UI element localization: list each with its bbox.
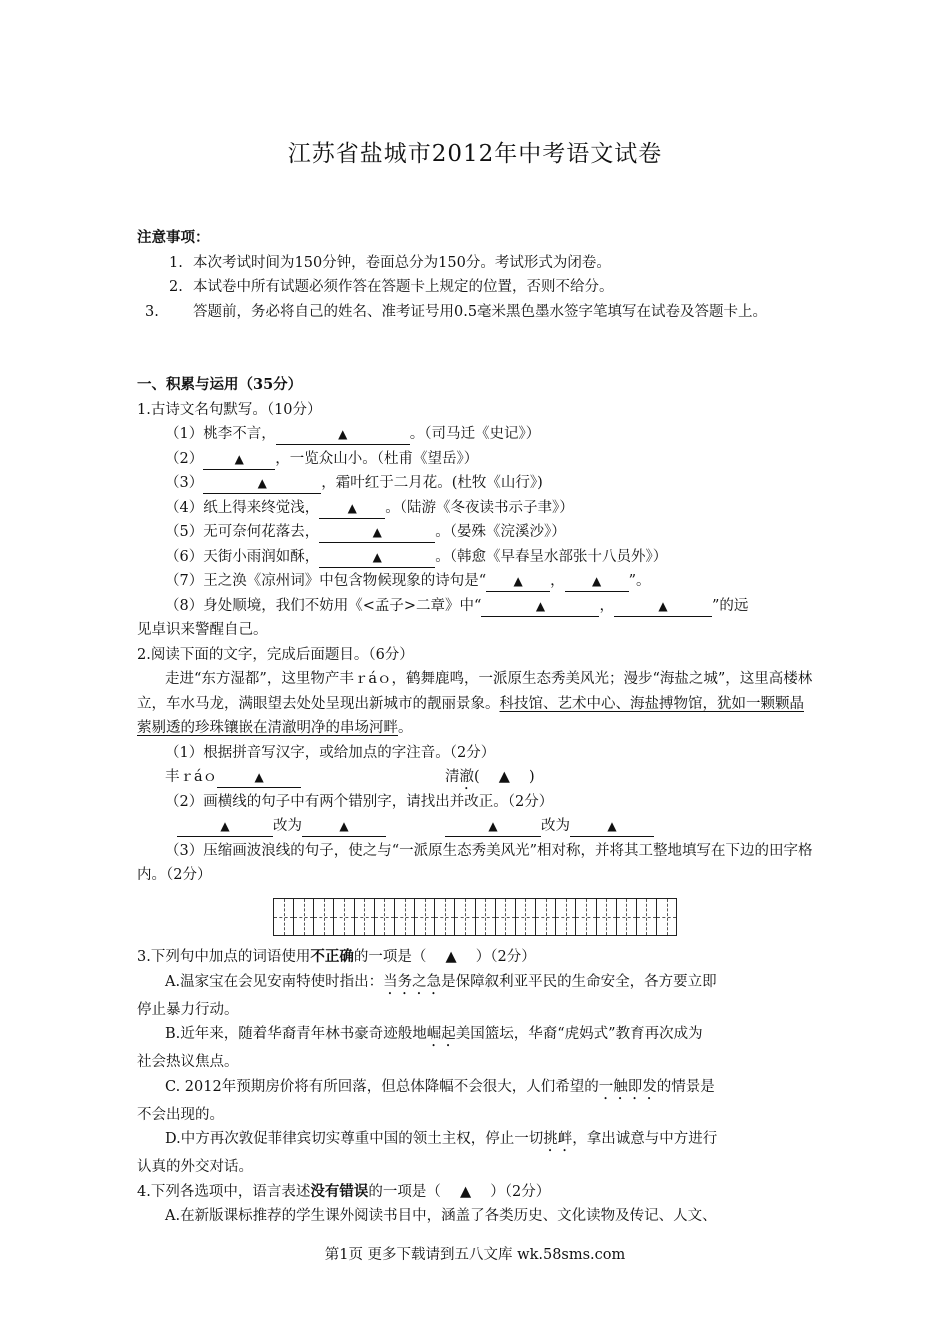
answer-blank[interactable]: ▲ — [276, 425, 410, 445]
answer-blank[interactable]: ▲ — [614, 597, 712, 617]
answer-blank[interactable]: ▲ — [565, 572, 629, 592]
q4-option-a[interactable]: A.在新版课标推荐的学生课外阅读书目中，涵盖了各类历史、文化读物及传记、人文、 — [165, 1208, 717, 1224]
grid-cell[interactable] — [274, 899, 294, 935]
q3-option-b[interactable]: B.近年来，随着华裔青年林书豪奇迹般地崛起美国篮坛，华裔“虎妈式”教育再次成为 — [165, 1026, 703, 1042]
q3-option-a-cont: 停止暴力行动。 — [137, 1001, 239, 1018]
grid-cell[interactable] — [294, 899, 314, 935]
answer-blank[interactable]: ▲ — [486, 572, 550, 592]
grid-cell[interactable] — [657, 899, 676, 935]
notice-item: 2. 本试卷中所有试题必须作答在答题卡上规定的位置，否则不给分。 — [169, 279, 614, 295]
q2-sub2-answers: ▲ 改为 ▲ ▲ 改为 ▲ — [137, 814, 817, 839]
q2-stem: 2.阅读下面的文字，完成后面题目。（6分） — [137, 646, 414, 663]
grid-cell[interactable] — [375, 899, 395, 935]
q1-stem: 1.古诗文名句默写。（10分） — [137, 401, 322, 418]
grid-cell[interactable] — [516, 899, 536, 935]
answer-blank[interactable]: ▲ — [319, 548, 435, 568]
grid-cell[interactable] — [435, 899, 455, 935]
q3-option-c[interactable]: C. 2012年预期房价将有所回落，但总体降幅不会很大，人们希望的一触即发的情景是 — [165, 1078, 715, 1095]
q1-item-3: （3） ▲ ，霜叶红于二月花。(杜牧《山行》) — [137, 471, 817, 496]
section-1 — [137, 373, 817, 888]
grid-cell[interactable] — [617, 899, 637, 935]
tianzige-grid[interactable] — [273, 898, 677, 936]
grid-cell[interactable] — [496, 899, 516, 935]
q3-option-c-cont: 不会出现的。 — [137, 1106, 224, 1123]
q1-item-6: （6）天街小雨润如酥， ▲ 。（韩愈《早春呈水部张十八员外》） — [137, 545, 817, 570]
grid-cell[interactable] — [355, 899, 375, 935]
answer-blank[interactable]: ▲ — [319, 523, 435, 543]
q3-option-b-cont: 社会热议焦点。 — [137, 1054, 239, 1070]
answer-blank[interactable]: ▲ — [203, 474, 321, 494]
grid-cell[interactable] — [576, 899, 596, 935]
grid-cell[interactable] — [637, 899, 657, 935]
answer-blank[interactable]: ▲ — [302, 817, 386, 837]
q1-item-5: （5）无可奈何花落去， ▲ 。（晏殊《浣溪沙》） — [137, 520, 817, 545]
q4-stem: 4.下列各选项中，语言表述没有错误的一项是（ ▲ ）（2分） — [137, 1182, 551, 1200]
q1-item-2: （2） ▲ ，一览众山小。（杜甫《望岳》） — [137, 447, 817, 472]
q1-item-7: （7）王之涣《凉州词》中包含物候现象的诗句是“ ▲ ， ▲ ”。 — [137, 569, 817, 594]
grid-cell[interactable] — [334, 899, 354, 935]
q3-option-a[interactable]: A.温家宝在会见安南特使时指出：当务之急是保障叙利亚平民的生命安全，各方要立即 — [165, 973, 717, 990]
grid-cell[interactable] — [455, 899, 475, 935]
page-footer: 第1页 更多下载请到五八文库 wk.58sms.com — [324, 1247, 626, 1263]
notice-item: 1. 本次考试时间为150分钟，卷面总分为150分。考试形式为闭卷。 — [169, 254, 611, 271]
notice-heading: 注意事项： — [137, 229, 210, 246]
q2-sub1-answers — [137, 765, 817, 790]
answer-blank[interactable]: ▲ — [445, 817, 541, 837]
section-heading: 一、积累与运用（35分） — [137, 376, 303, 393]
answer-blank[interactable]: ▲ — [570, 817, 654, 837]
q2-sub2: （2）画横线的句子中有两个错别字，请找出并改正。（2分） — [165, 793, 554, 810]
answer-blank[interactable]: ▲ — [481, 597, 599, 617]
q1-item-4: （4）纸上得来终觉浅， ▲ 。（陆游《冬夜读书示子聿》） — [137, 496, 817, 521]
pinyin-item: 丰ｒáｏ ▲ — [165, 765, 301, 790]
answer-blank[interactable]: ▲ — [177, 817, 273, 837]
notice-item: 3. 答题前，务必将自己的姓名、准考证号用0.5毫米黑色墨水签字笔填写在试卷及答题卡上。 — [145, 303, 768, 320]
grid-cell[interactable] — [476, 899, 496, 935]
q2-sub1: （1）根据拼音写汉字，或给加点的字注音。（2分） — [165, 744, 496, 761]
grid-cell[interactable] — [536, 899, 556, 935]
q3-stem: 3.下列句中加点的词语使用不正确的一项是（ ▲ ）（2分） — [137, 948, 536, 965]
grid-cell[interactable] — [556, 899, 576, 935]
page-title: 江苏省盐城市2012年中考语文试卷 — [287, 141, 663, 167]
notice-section — [137, 226, 817, 324]
q1-item-8: （8）身处顺境，我们不妨用《<孟子>二章》中“ ▲ ， ▲ ”的远 — [137, 594, 817, 619]
answer-blank[interactable]: ▲ — [217, 768, 301, 788]
q2-passage: 走进“东方湿都”，这里物产丰ｒáｏ，鹤舞鹿鸣，一派原生态秀美风光；漫步“海盐之城”，这里高楼林立，车水马龙，满眼望去处处呈现出新城市的靓丽景象。科技馆、艺术中心、海盐搏物馆，犹如一颗颗晶萦剔透的珍珠镶嵌在清澈明净的串场河畔。 — [137, 671, 813, 736]
grid-cell[interactable] — [314, 899, 334, 935]
q1-item-1: （1）桃李不言， ▲ 。（司马迁《史记》） — [137, 422, 817, 447]
grid-cell[interactable] — [597, 899, 617, 935]
q1-item-8-cont: 见卓识来警醒自己。 — [137, 622, 268, 638]
q3-option-d-cont: 认真的外交对话。 — [137, 1159, 253, 1175]
answer-blank[interactable]: ▲ — [319, 499, 385, 519]
q2-sub3: （3）压缩画波浪线的句子，使之与“一派原生态秀美风光”相对称，并将其工整地填写在下边的田字格内。（2分） — [137, 842, 813, 883]
annotate-item: 清澈( ▲ ) — [445, 769, 535, 785]
answer-blank[interactable]: ▲ — [203, 450, 275, 470]
grid-cell[interactable] — [415, 899, 435, 935]
q3-option-d[interactable]: D.中方再次敦促菲律宾切实尊重中国的领土主权，停止一切挑衅，拿出诚意与中方进行 — [165, 1131, 718, 1147]
q3-q4-section — [137, 945, 817, 1229]
grid-cell[interactable] — [395, 899, 415, 935]
